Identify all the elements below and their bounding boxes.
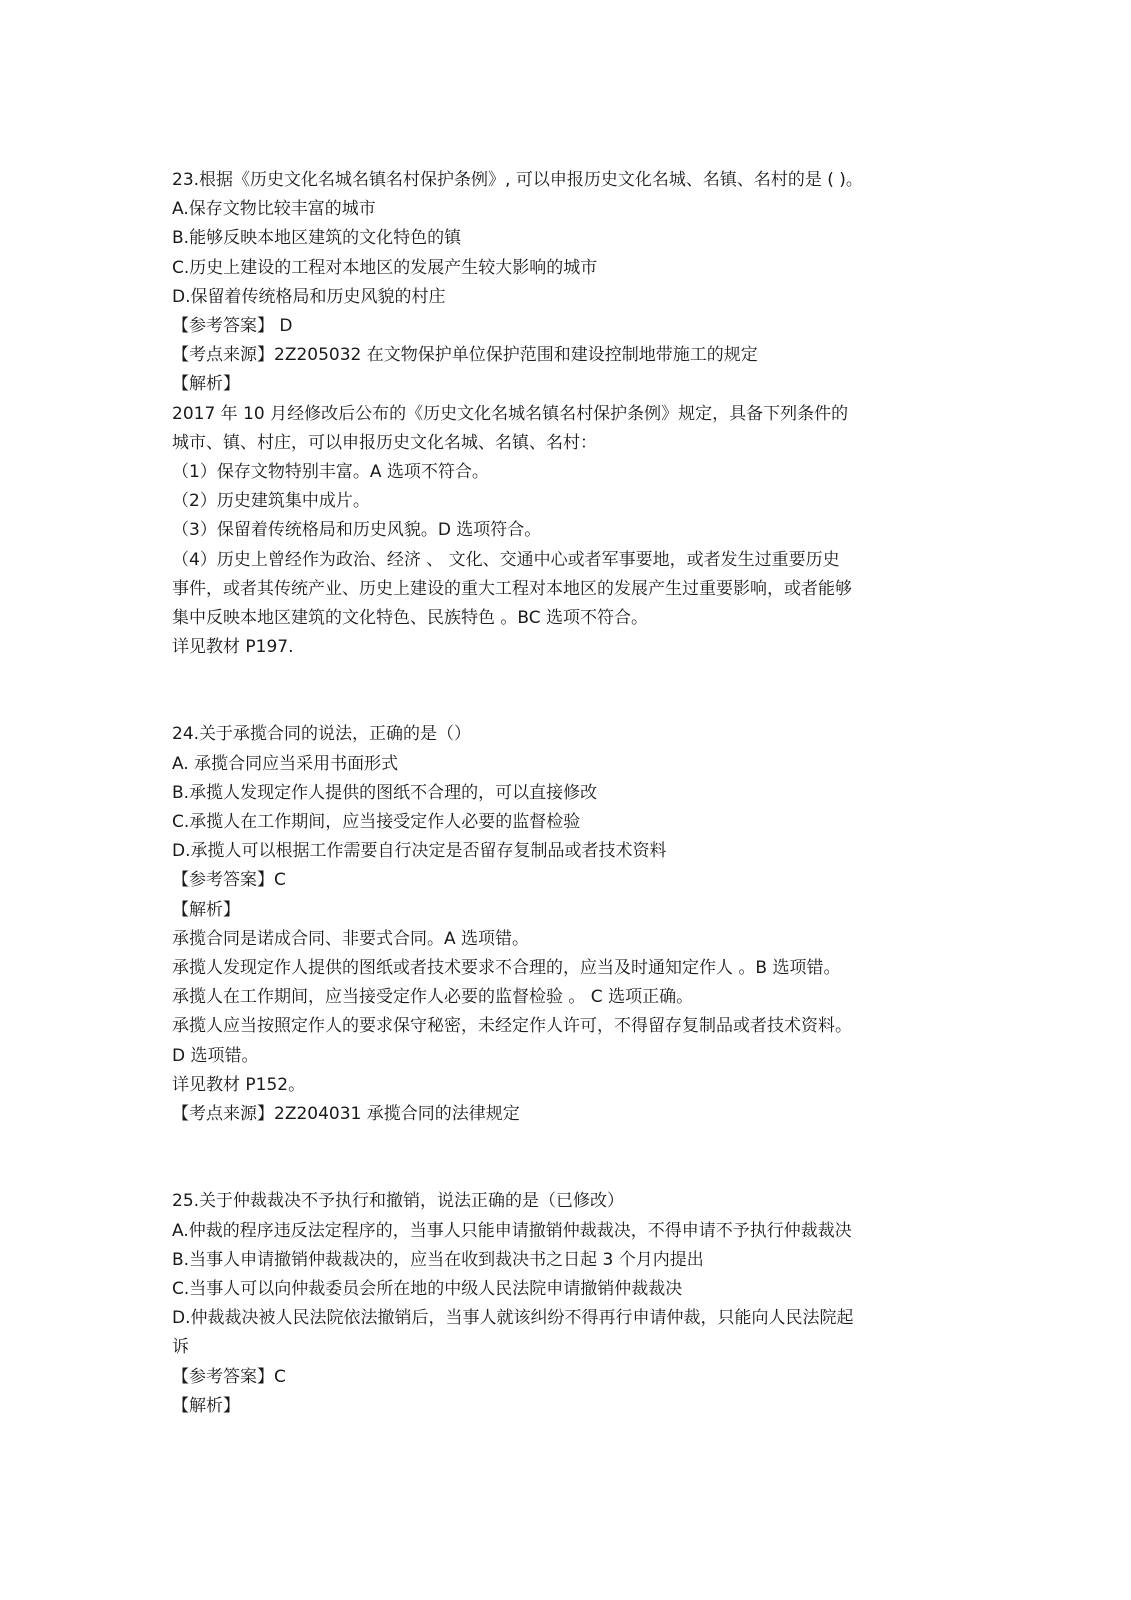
topic-source: 【考点来源】2Z205032 在文物保护单位保护范围和建设控制地带施工的规定 xyxy=(172,345,758,366)
option-a: A.仲裁的程序违反法定程序的，当事人只能申请撤销仲裁裁决，不得申请不予执行仲裁裁决 xyxy=(172,1220,852,1241)
option-a: A.保存文物比较丰富的城市 xyxy=(172,199,376,220)
question-23 xyxy=(172,166,972,662)
analysis-line: 承揽合同是诺成合同、非要式合同。A 选项错。 xyxy=(172,928,530,949)
analysis-line: （2）历史建筑集中成片。 xyxy=(172,491,370,512)
analysis-label: 【解析】 xyxy=(172,899,240,920)
analysis-line: D 选项错。 xyxy=(172,1045,259,1066)
option-b: B.能够反映本地区建筑的文化特色的镇 xyxy=(172,228,462,249)
textbook-reference: 详见教材 P152。 xyxy=(172,1074,306,1095)
spacer xyxy=(172,1129,972,1187)
analysis-line: （1）保存文物特别丰富。A 选项不符合。 xyxy=(172,462,489,483)
analysis-line: （4）历史上曾经作为政治、经济 、 文化、交通中心或者军事要地，或者发生过重要历史 xyxy=(172,549,840,570)
option-b: B.承揽人发现定作人提供的图纸不合理的，可以直接修改 xyxy=(172,782,598,803)
option-c: C.历史上建设的工程对本地区的发展产生较大影响的城市 xyxy=(172,257,598,278)
analysis-label: 【解析】 xyxy=(172,374,240,395)
question-stem: 24.关于承揽合同的说法，正确的是（） xyxy=(172,724,472,745)
analysis-line: 城市、镇、村庄，可以申报历史文化名城、名镇、名村： xyxy=(172,432,597,453)
topic-source: 【考点来源】2Z204031 承揽合同的法律规定 xyxy=(172,1104,520,1125)
analysis-label: 【解析】 xyxy=(172,1395,240,1416)
analysis-line: 2017 年 10 月经修改后公布的《历史文化名城名镇名村保护条例》规定，具备下列条件的 xyxy=(172,403,849,424)
analysis-line: 事件，或者其传统产业、历史上建设的重大工程对本地区的发展产生过重要影响，或者能够 xyxy=(172,578,852,599)
analysis-line: 集中反映本地区建筑的文化特色、民族特色 。BC 选项不符合。 xyxy=(172,608,649,629)
option-d: D.承揽人可以根据工作需要自行决定是否留存复制品或者技术资料 xyxy=(172,841,667,862)
option-c: C.当事人可以向仲裁委员会所在地的中级人民法院申请撤销仲裁裁决 xyxy=(172,1278,683,1299)
question-stem: 23.根据《历史文化名城名镇名村保护条例》, 可以申报历史文化名城、名镇、名村的是 ( )。 xyxy=(172,170,863,190)
option-c: C.承揽人在工作期间，应当接受定作人必要的监督检验 xyxy=(172,812,581,833)
document-page xyxy=(172,166,972,1421)
option-a: A. 承揽合同应当采用书面形式 xyxy=(172,753,399,774)
analysis-line: 承揽人发现定作人提供的图纸或者技术要求不合理的，应当及时通知定作人 。B 选项错。 xyxy=(172,958,841,979)
question-stem: 25.关于仲裁裁决不予执行和撤销，说法正确的是（已修改） xyxy=(172,1191,625,1212)
spacer xyxy=(172,662,972,720)
textbook-reference: 详见教材 P197. xyxy=(172,637,294,658)
question-25 xyxy=(172,1187,972,1421)
option-d: D.仲裁裁决被人民法院依法撤销后，当事人就该纠纷不得再行申请仲裁，只能向人民法院起 xyxy=(172,1308,854,1329)
question-24 xyxy=(172,720,972,1129)
option-d: D.保留着传统格局和历史风貌的村庄 xyxy=(172,286,446,307)
reference-answer: 【参考答案】 D xyxy=(172,316,293,337)
analysis-line: 承揽人应当按照定作人的要求保守秘密，未经定作人许可，不得留存复制品或者技术资料。 xyxy=(172,1016,852,1037)
reference-answer: 【参考答案】C xyxy=(172,870,286,891)
reference-answer: 【参考答案】C xyxy=(172,1366,286,1387)
analysis-line: （3）保留着传统格局和历史风貌。D 选项符合。 xyxy=(172,520,542,541)
option-b: B.当事人申请撤销仲裁裁决的，应当在收到裁决书之日起 3 个月内提出 xyxy=(172,1249,704,1270)
analysis-line: 承揽人在工作期间，应当接受定作人必要的监督检验 。 C 选项正确。 xyxy=(172,987,694,1008)
option-d-continued: 诉 xyxy=(172,1337,189,1358)
